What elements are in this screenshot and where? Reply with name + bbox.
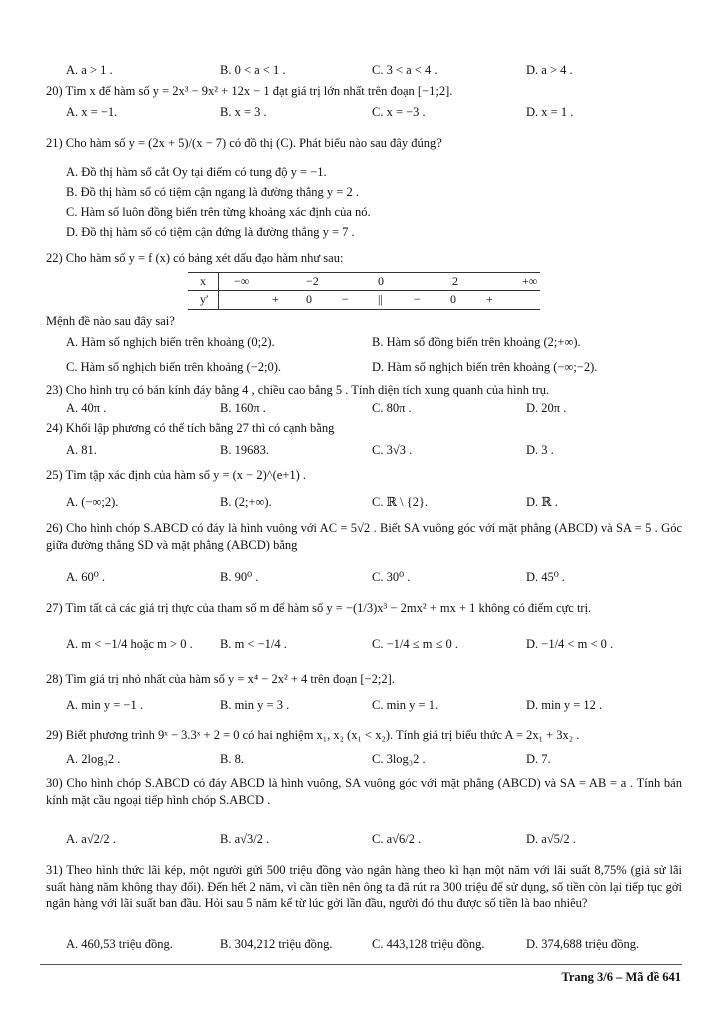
question-stem: 21) Cho hàm số y = (2x + 5)/(x − 7) có đồ thị (C). Phát biểu nào sau đây đúng?	[46, 136, 442, 150]
question-paragraph: 30) Cho hình chóp S.ABCD có đáy ABCD là hình vuông, SA vuông góc với mặt phẳng (ABCD) và SA = AB = a . Tính bán kính mặt cầu ngoại tiếp hình chóp S.ABCD .	[46, 776, 682, 807]
answer-option: C. ℝ \ {2}.	[372, 495, 429, 509]
question-stem: 27) Tìm tất cả các giá trị thực của tham số m để hàm số y = −(1/3)x³ − 2mx² + mx + 1 không có điểm cực trị.	[46, 601, 592, 615]
question-stem: 23) Cho hình trụ có bán kính đáy bằng 4 , chiều cao bằng 5 . Tính diện tích xung quanh của hình trụ.	[46, 383, 550, 397]
answer-option: C. 3 < a < 4 .	[372, 63, 438, 77]
answer-option: D. Hàm số nghịch biến trên khoảng (−∞;−2).	[372, 360, 598, 374]
table-cell-y: y′	[200, 292, 209, 306]
table-cell-y: −	[342, 292, 349, 306]
table-cell-x: 2	[452, 274, 458, 288]
footer-rule	[40, 964, 682, 965]
answer-option: B. 19683.	[220, 443, 269, 457]
table-divider	[218, 273, 219, 309]
answer-option: B. 0 < a < 1 .	[220, 63, 286, 77]
answer-option: A. a√2/2 .	[66, 832, 116, 846]
answer-option: C. −1/4 ≤ m ≤ 0 .	[372, 637, 459, 651]
answer-option: A. 81.	[66, 443, 97, 457]
sign-table	[188, 272, 540, 310]
table-cell-x: +∞	[522, 274, 538, 288]
answer-option: D. 20π .	[526, 401, 567, 415]
answer-option: D. 3 .	[526, 443, 554, 457]
table-top-border	[188, 272, 540, 273]
answer-option: C. min y = 1.	[372, 698, 439, 712]
answer-option: D. a > 4 .	[526, 63, 573, 77]
answer-option: C. x = −3 .	[372, 105, 426, 119]
question-stem: 24) Khối lập phương có thể tích bằng 27 thì có cạnh bằng	[46, 421, 335, 435]
answer-option: D. a√5/2 .	[526, 832, 576, 846]
answer-option: B. (2;+∞).	[220, 495, 272, 509]
table-mid-border	[188, 290, 540, 291]
table-cell-y: −	[414, 292, 421, 306]
table-cell-y: 0	[306, 292, 312, 306]
answer-option: D. 45⁰ .	[526, 570, 566, 584]
answer-option: D. min y = 12 .	[526, 698, 603, 712]
answer-option: B. x = 3 .	[220, 105, 267, 119]
answer-option: A. 60⁰ .	[66, 570, 106, 584]
question-paragraph: 31) Theo hình thức lãi kép, một người gửi 500 triệu đồng vào ngân hàng theo kì hạn một năm với lãi suất 8,75% (giả sử lãi suất hàng năm không thay đổi). Đến hết 2 năm, vì cần tiền nên ông ta đã rút ra 300 triệu để sử dụng, số tiền còn lại tiếp tục gởi ngân hàng với lãi suất ban đầu. Hỏi sau 5 năm kể từ lúc gởi lần đầu, người đó thu được số tiền là bao nhiêu?	[46, 863, 682, 910]
answer-option: A. 40π .	[66, 401, 107, 415]
table-cell-x: −∞	[234, 274, 250, 288]
answer-option: C. Hàm số luôn đồng biến trên từng khoảng xác định của nó.	[66, 205, 371, 219]
table-cell-y: +	[272, 292, 279, 306]
answer-option: C. Hàm số nghịch biến trên khoảng (−2;0).	[66, 360, 281, 374]
answer-option: A. Hàm số nghịch biến trên khoảng (0;2).	[66, 335, 275, 349]
table-cell-x: −2	[306, 274, 319, 288]
answer-option: A. x = −1.	[66, 105, 118, 119]
answer-option: B. Đồ thị hàm số có tiệm cận ngang là đường thẳng y = 2 .	[66, 185, 359, 199]
answer-option: C. 3log₃2 .	[372, 752, 426, 766]
table-bottom-border	[188, 309, 540, 310]
answer-option: C. 443,128 triệu đồng.	[372, 937, 485, 951]
answer-option: A. a > 1 .	[66, 63, 113, 77]
answer-option: B. min y = 3 .	[220, 698, 290, 712]
answer-option: C. 3√3 .	[372, 443, 413, 457]
table-cell-y: ||	[378, 292, 383, 306]
answer-option: B. 90⁰ .	[220, 570, 259, 584]
answer-option: C. 30⁰ .	[372, 570, 411, 584]
page-footer: Trang 3/6 – Mã đề 641	[561, 970, 681, 984]
question-paragraph: 26) Cho hình chóp S.ABCD có đáy là hình vuông với AC = 5√2 . Biết SA vuông góc với mặt phẳng (ABCD) và SA = 5 . Góc giữa đường thẳng SD và mặt phẳng (ABCD) bằng	[46, 521, 682, 552]
question-stem: 29) Biết phương trình 9ˣ − 3.3ˣ + 2 = 0 có hai nghiệm x₁, x₂ (x₁ < x₂). Tính giá trị biểu thức A = 2x₁ + 3x₂ .	[46, 728, 580, 742]
answer-option: D. x = 1 .	[526, 105, 574, 119]
answer-option: B. 8.	[220, 752, 244, 766]
answer-option: B. m < −1/4 .	[220, 637, 287, 651]
question-stem: 20) Tìm x để hàm số y = 2x³ − 9x² + 12x − 1 đạt giá trị lớn nhất trên đoạn [−1;2].	[46, 84, 453, 98]
answer-option: A. (−∞;2).	[66, 495, 119, 509]
answer-option: A. m < −1/4 hoặc m > 0 .	[66, 637, 193, 651]
table-cell-y: 0	[450, 292, 456, 306]
answer-option: C. 80π .	[372, 401, 412, 415]
question-stem: 25) Tìm tập xác định của hàm số y = (x − 2)^(e+1) .	[46, 468, 307, 482]
answer-option: B. 160π .	[220, 401, 266, 415]
answer-option: B. a√3/2 .	[220, 832, 270, 846]
answer-option: A. Đồ thị hàm số cắt Oy tại điểm có tung độ y = −1.	[66, 165, 327, 179]
answer-option: D. Đồ thị hàm số có tiệm cận đứng là đường thẳng y = 7 .	[66, 225, 355, 239]
answer-option: D. 374,688 triệu đồng.	[526, 937, 640, 951]
answer-option: D. ℝ .	[526, 495, 558, 509]
question-stem: 28) Tìm giá trị nhỏ nhất của hàm số y = x⁴ − 2x² + 4 trên đoạn [−2;2].	[46, 672, 395, 686]
answer-option: B. 304,212 triệu đồng.	[220, 937, 333, 951]
question-stem: Mệnh đề nào sau đây sai?	[46, 314, 175, 328]
answer-option: D. −1/4 < m < 0 .	[526, 637, 614, 651]
answer-option: D. 7.	[526, 752, 551, 766]
answer-option: A. 460,53 triệu đồng.	[66, 937, 173, 951]
answer-option: A. min y = −1 .	[66, 698, 143, 712]
answer-option: C. a√6/2 .	[372, 832, 422, 846]
table-cell-x: 0	[378, 274, 384, 288]
question-stem: 22) Cho hàm số y = f (x) có bảng xét dấu đạo hàm như sau:	[46, 251, 344, 265]
answer-option: B. Hàm số đồng biến trên khoảng (2;+∞).	[372, 335, 581, 349]
answer-option: A. 2log₃2 .	[66, 752, 121, 766]
table-cell-x: x	[200, 274, 206, 288]
table-cell-y: +	[486, 292, 493, 306]
